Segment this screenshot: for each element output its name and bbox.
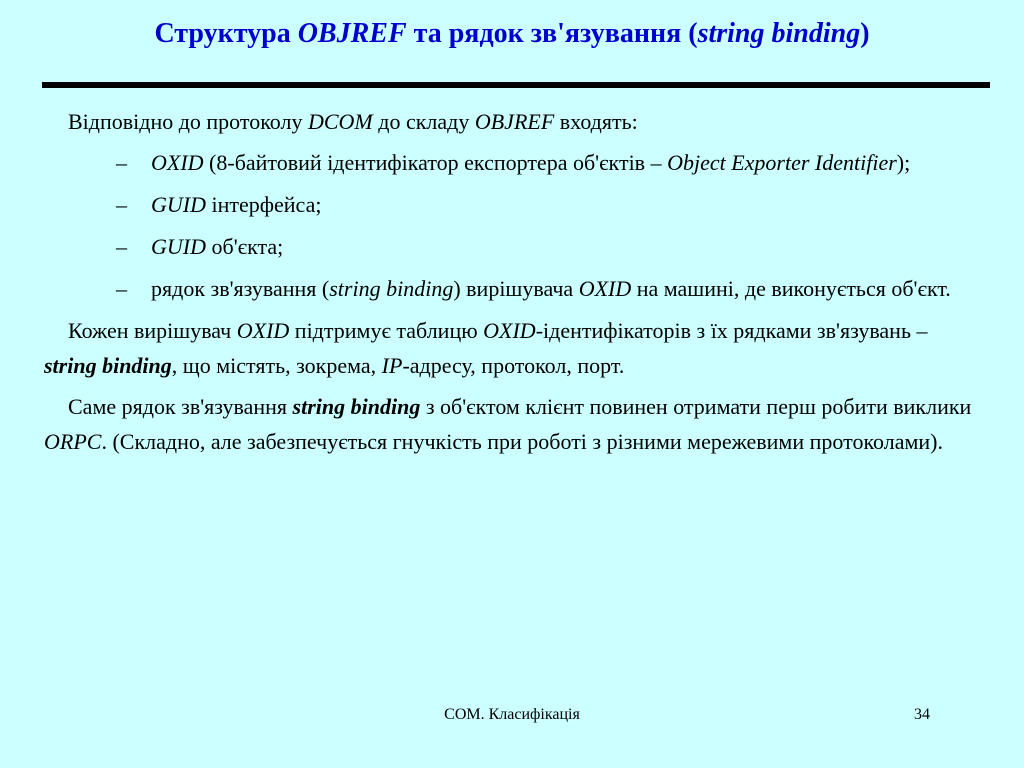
term-orpc: ORPC — [44, 429, 102, 454]
title-term-string-binding: string binding — [697, 18, 861, 49]
bullet-dash: – — [116, 276, 127, 301]
page-number: 34 — [914, 706, 930, 723]
title-text: та рядок зв'язування ( — [406, 18, 698, 49]
intro-paragraph: Відповідно до протоколу DCOM до складу OBJREF входять: — [68, 109, 638, 134]
bullet-item-string-binding: – рядок зв'язування (string binding) вирішувача OXID на машині, де виконується об'єкт. — [44, 271, 984, 306]
bullet-item-oxid: – OXID (8-байтовий ідентифікатор експортера об'єктів – Object Exporter Identifier); — [44, 145, 984, 180]
term-string-binding-bold: string binding — [292, 394, 421, 419]
slide-body — [44, 104, 984, 465]
resolver-paragraph: Кожен вирішувач OXID підтримує таблицю OXID-ідентифікаторів з їх рядками зв'язувань – string binding, що містять, зокрема, IP-адресу, протокол, порт. — [44, 318, 928, 378]
client-paragraph: Саме рядок зв'язування string binding з об'єктом клієнт повинен отримати перш робити виклики ORPC. (Складно, але забезпечується гнучкість при роботі з різними мережевими протоколами). — [44, 394, 972, 454]
bullet-dash: – — [116, 192, 127, 217]
title-text: Структура — [154, 18, 298, 49]
footer-caption: COM. Класифікація — [444, 706, 580, 723]
slide-title — [0, 18, 1024, 50]
bullet-dash: – — [116, 150, 127, 175]
title-text: ) — [860, 18, 870, 49]
term-string-binding-bold: string binding — [44, 353, 172, 378]
bullet-dash: – — [116, 234, 127, 259]
term-objref: OBJREF — [474, 109, 555, 134]
bullet-item-object-guid: – GUID об'єкта; — [44, 229, 984, 264]
bullet-item-interface-guid: – GUID інтерфейса; — [44, 187, 984, 222]
term-dcom: DCOM — [307, 109, 373, 134]
title-term-objref: OBJREF — [297, 18, 407, 49]
title-divider — [42, 82, 990, 88]
